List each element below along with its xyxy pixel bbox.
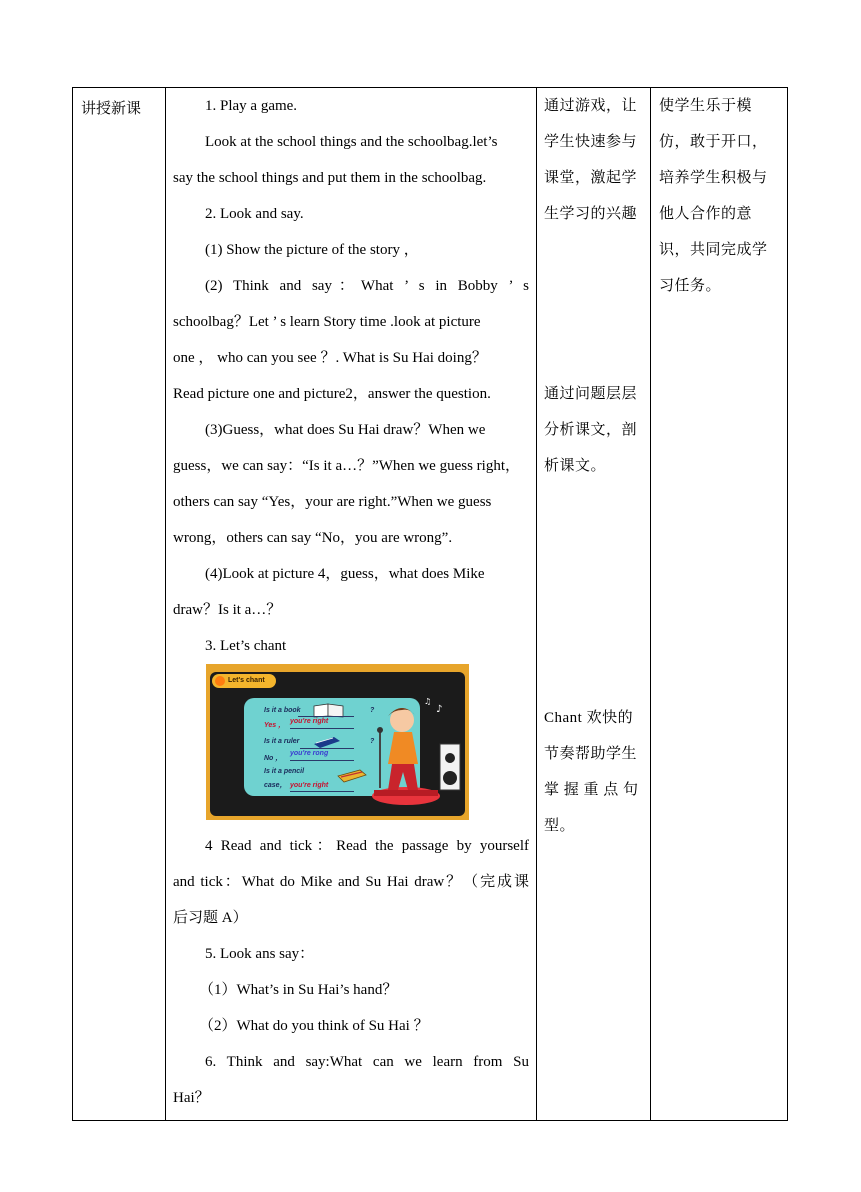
underline xyxy=(290,760,354,761)
chant-answer: you're rong xyxy=(290,750,329,757)
chant-question: Is it a ruler xyxy=(264,738,300,745)
chant-tab-label: Let's chant xyxy=(228,677,265,684)
content-line: （1）What’s in Su Hai’s hand？ xyxy=(199,982,398,998)
content-line: 6. Think and say:What can we learn from Su xyxy=(205,1054,529,1070)
chant-answer-prefix: No ， xyxy=(264,755,283,762)
question-mark: ? xyxy=(370,738,375,745)
chant-question-cont: case， xyxy=(264,782,287,789)
content-line: and tick：What do Mike and Su Hai draw？（完成课 xyxy=(173,874,529,890)
intent-line: 学生快速参与 xyxy=(544,134,638,150)
stage-label: 讲授新课 xyxy=(81,101,142,117)
content-line: one ， who can you see ？. What is Su Hai doing？ xyxy=(173,350,487,366)
content-line: (1) Show the picture of the story ， xyxy=(205,242,419,258)
goal-cell xyxy=(650,88,789,304)
chant-question: Is it a book xyxy=(264,707,301,714)
stage-label-cell xyxy=(73,88,165,118)
intent-line: 通过问题层层 xyxy=(544,386,638,402)
content-line: 2. Look and say. xyxy=(205,206,304,222)
content-line: (4)Look at picture 4，guess，what does Mike xyxy=(205,566,485,582)
content-line: (3)Guess，what does Su Hai draw？When we xyxy=(205,422,486,438)
goal-line: 仿，敢于开口， xyxy=(659,134,768,150)
intent-line: 分析课文，剖 xyxy=(544,422,638,438)
chant-tab xyxy=(212,674,276,688)
content-line: （2）What do you think of Su Hai ？ xyxy=(199,1018,429,1034)
pencil-case-icon xyxy=(336,768,368,784)
intent-line: 析课文。 xyxy=(544,458,607,474)
intent-line: 掌 握 重 点 句 xyxy=(544,782,639,798)
question-mark: ? xyxy=(370,707,375,714)
content-line: wrong，others can say “No，you are wrong”. xyxy=(173,530,453,546)
content-line: say the school things and put them in the schoolbag. xyxy=(173,170,487,186)
content-line: (2) Think and say：What ’ s in Bobby ’ s xyxy=(205,278,529,294)
chant-picture xyxy=(206,664,469,820)
content-line: Look at the school things and the schoolbag.let’s xyxy=(205,134,498,150)
goal-line: 习任务。 xyxy=(659,278,722,294)
intent-line: 节奏帮助学生 xyxy=(544,746,638,762)
content-line: guess，we can say：“Is it a…？”When we guess right， xyxy=(173,458,520,474)
content-line: 5. Look ans say： xyxy=(205,946,315,962)
underline xyxy=(290,791,354,792)
singing-boy-illustration xyxy=(366,698,466,814)
goal-line: 使学生乐于模 xyxy=(659,98,753,114)
intent-line: 生学习的兴趣 xyxy=(544,206,638,222)
chant-answer: you're right xyxy=(290,718,329,725)
content-line: Read picture one and picture2，answer the question. xyxy=(173,386,491,402)
goal-line: 培养学生积极与 xyxy=(659,170,768,186)
chant-question: Is it a pencil xyxy=(264,768,305,775)
ruler-icon xyxy=(312,735,342,748)
content-line: 1. Play a game. xyxy=(205,98,298,114)
lesson-table xyxy=(72,87,788,1121)
intent-line: 课堂，激起学 xyxy=(544,170,638,186)
content-line: 后习题 A） xyxy=(173,910,248,926)
design-intent-cell xyxy=(536,88,650,844)
content-line: Hai？ xyxy=(173,1090,210,1106)
intent-line: 通过游戏，让 xyxy=(544,98,638,114)
content-line: draw？Is it a…？ xyxy=(173,602,282,618)
svg-text:♫: ♫ xyxy=(424,698,432,706)
intent-line: Chant 欢快的 xyxy=(544,710,634,726)
goal-line: 识，共同完成学 xyxy=(659,242,768,258)
svg-text:♪: ♪ xyxy=(436,704,443,715)
content-line: schoolbag？Let ’ s learn Story time .look at picture xyxy=(173,314,481,330)
intent-line: 型。 xyxy=(544,818,576,834)
chant-answer-prefix: Yes ， xyxy=(264,722,286,729)
content-line: 4 Read and tick：Read the passage by yourself xyxy=(205,838,529,854)
underline xyxy=(298,716,354,717)
content-line: 3. Let’s chant xyxy=(205,638,287,654)
chant-answer: you're right xyxy=(290,782,329,789)
goal-line: 他人合作的意 xyxy=(659,206,753,222)
content-line: others can say “Yes，your are right.”When we guess xyxy=(173,494,492,510)
underline xyxy=(300,748,354,749)
teaching-content-cell xyxy=(165,88,536,1116)
underline xyxy=(290,728,354,729)
arrow-icon xyxy=(215,676,225,686)
